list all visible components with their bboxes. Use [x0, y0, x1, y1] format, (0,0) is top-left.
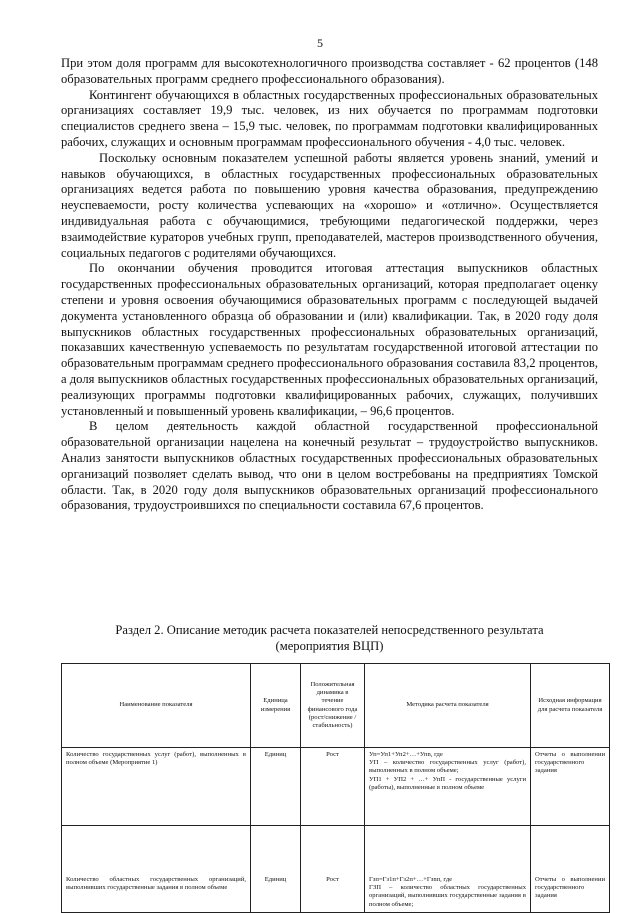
- table-row: [62, 748, 610, 826]
- paragraph: По окончании обучения проводится итоговая аттестация выпускников областных государственных профессиональных образовательных организаций, которая предполагает оценку степени и уровня освоения обучающимися образовательных программ с последующей выдачей документа установленного образца об образовании и (или) квалификации. Так, в 2020 году доля выпускников областных государственных профессиональных образовательных организаций, показавших качественную успеваемость по результатам государственной итоговой аттестации по образовательным программам среднего профессионального образования составила 83,2 процентов, а доля выпускников областных государственных профессиональных образовательных организаций, реализующих программы подготовки квалифицированных рабочих, служащих, получивших установленный и повышенный уровень квалификации, – 96,6 процентов.: [61, 261, 598, 418]
- page-number: 5: [317, 36, 323, 50]
- method-line: ГЗП – количество областных государственных организаций, выполнивших государственные задания в полном объеме;: [369, 884, 526, 908]
- header-source: Исходная информация для расчета показателя: [531, 664, 610, 748]
- method-line: УП – количество государственных услуг (работ), выполненных в полном объеме;: [369, 759, 526, 775]
- header-dynamics: Положительная динамика в течение финансового года (рост/снижение /стабильность): [301, 664, 365, 748]
- cell-name: Количество областных государственных организаций, выполнивших государственные задания в полном объеме: [62, 826, 251, 913]
- paragraph: Поскольку основным показателем успешной работы является уровень знаний, умений и навыков обучающихся, в областных государственных профессиональных образовательных организациях ведется работа по повышению уровня качества образования, предупреждению неуспеваемости, росту количества успевающих на «хорошо» и «отлично». Осуществляется индивидуальная работа с обучающимися, требующими педагогической поддержки, через взаимодействие кураторов учебных групп, преподавателей, мастеров производственного обучения, социальных педагогов с родителями обучающихся.: [61, 150, 598, 260]
- table-header-row: [62, 664, 610, 748]
- header-name: Наименование показателя: [62, 664, 251, 748]
- header-method: Методика расчета показателя: [365, 664, 531, 748]
- cell-method: [365, 748, 531, 826]
- body-text: [61, 56, 598, 514]
- cell-source: Отчеты о выполнении государственного задания: [531, 826, 610, 913]
- method-formula: Уп=Уп1+Уп2+…+Упn, где: [369, 751, 443, 758]
- indicators-table: [61, 663, 610, 913]
- table-row: [62, 826, 610, 913]
- method-line: УП1 + УП2 + …+ УпП - государственные услуги (работы), выполненные в полном объеме: [369, 775, 526, 791]
- section-title: [61, 622, 598, 654]
- cell-source: Отчеты о выполнении государственного задания: [531, 748, 610, 826]
- method-formula: Гзп=Гз1п+Гз2п+…+Гзnп, где: [369, 876, 453, 883]
- cell-dynamics: Рост: [301, 826, 365, 913]
- cell-name: Количество государственных услуг (работ), выполненных в полном объеме (Мероприятие 1): [62, 748, 251, 826]
- paragraph: В целом деятельность каждой областной государственной профессиональной образовательной организации нацелена на конечный результат – трудоустройство выпускников. Анализ занятости выпускников областных государственных профессиональных образовательных организаций позволяет сделать вывод, что они в целом востребованы на предприятиях Томской области. Так, в 2020 году доля выпускников образовательных организаций профессионального образования, трудоустроившихся по специальности составила 67,6 процентов.: [61, 419, 598, 513]
- cell-dynamics: Рост: [301, 748, 365, 826]
- cell-unit: Единиц: [251, 826, 301, 913]
- paragraph: Контингент обучающихся в областных государственных профессиональных образовательных организациях составляет 19,9 тыс. человек, из них обучается по программам подготовки специалистов среднего звена – 15,9 тыс. человек, по программам подготовки квалифицированных рабочих, служащих и основным программам профессионального обучения - 4,0 тыс. человек.: [61, 87, 598, 149]
- cell-unit: Единиц: [251, 748, 301, 826]
- section-title-line: Раздел 2. Описание методик расчета показателей непосредственного результата: [115, 623, 544, 637]
- cell-method: [365, 826, 531, 913]
- section-subtitle: (мероприятия ВЦП): [275, 639, 384, 653]
- header-unit: Единица измерения: [251, 664, 301, 748]
- paragraph: При этом доля программ для высокотехнологичного производства составляет - 62 процентов (148 образовательных программ среднего профессионального образования).: [61, 56, 598, 86]
